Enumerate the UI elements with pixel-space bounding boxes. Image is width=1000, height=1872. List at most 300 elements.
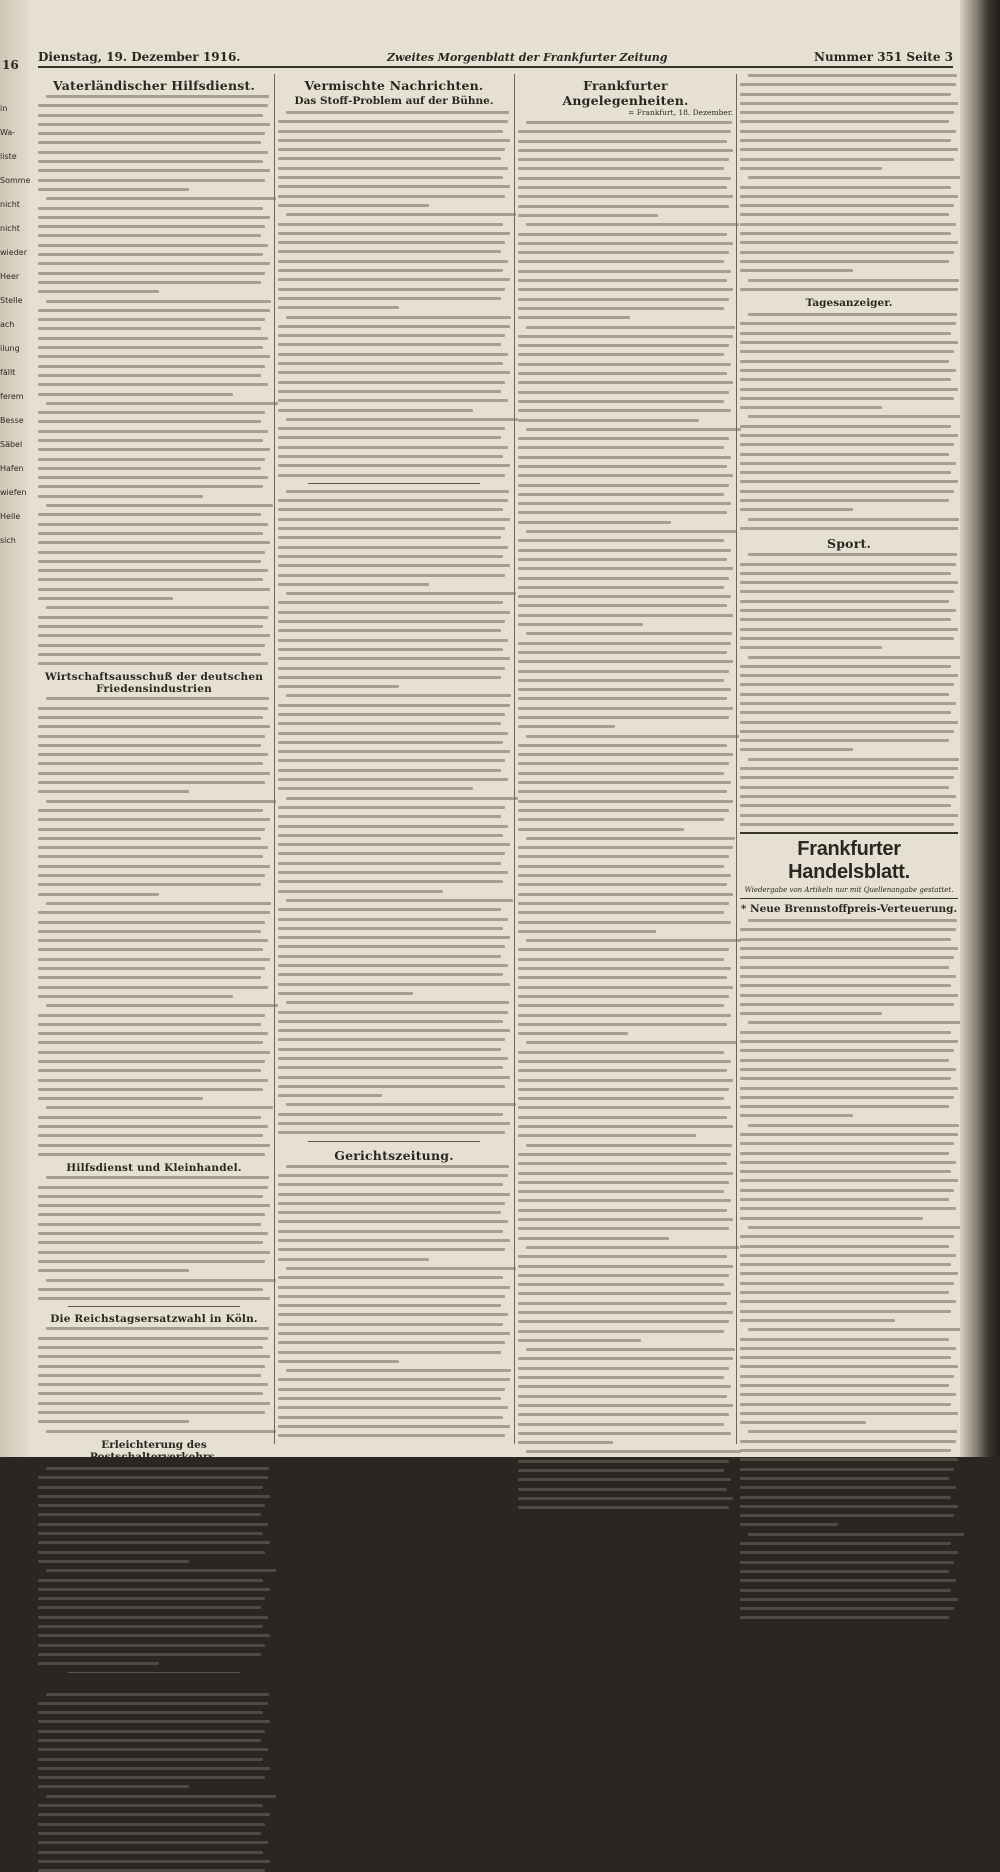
text-line [518,1339,641,1342]
text-line [278,1360,399,1363]
handelsblatt-subtitle: Wiedergabe von Artikeln nur mit Quellenangabe gestattet. [740,886,958,894]
text-line [518,298,729,301]
text-line [740,93,951,96]
text-line [38,327,261,330]
fragment-word: Helle [0,512,30,522]
text-line [38,1014,265,1017]
text-line [518,260,724,263]
text-line [278,527,505,530]
text-line [518,725,615,728]
dateline: = Frankfurt, 18. Dezember. [518,108,733,117]
text-line [518,790,727,793]
text-line [278,1183,503,1186]
text-line [740,1179,958,1182]
text-line [38,476,268,479]
text-line [518,1069,727,1072]
fragment-word: nicht [0,200,30,210]
text-line [38,846,268,849]
text-line [740,928,956,931]
text-line [38,1223,261,1226]
text-line [518,762,729,765]
text-line [518,1116,727,1119]
text-line [526,837,735,840]
text-line [278,1211,501,1214]
text-line [740,288,958,291]
section-subtitle-stoff: Das Stoff-Problem auf der Bühne. [278,95,510,107]
text-line [38,560,261,563]
text-line [740,139,951,142]
text-line [518,381,733,384]
text-line [38,1523,268,1526]
text-line [740,213,949,216]
text-line [740,590,954,593]
text-line [38,1383,268,1386]
text-line [740,223,956,226]
text-line [278,834,503,837]
text-line [518,1199,731,1202]
text-line [38,374,261,377]
text-line [518,1181,729,1184]
text-line [38,1476,268,1479]
text-line [740,434,958,437]
text-line [518,567,733,570]
text-line [38,828,265,831]
text-line [518,1088,729,1091]
text-line [740,453,949,456]
text-line [740,1412,958,1415]
text-line [748,553,957,556]
article-body [518,121,733,1509]
text-line [38,1504,265,1507]
text-line [518,1497,733,1500]
text-line [38,1776,265,1779]
text-line [740,1114,853,1117]
text-line [38,1079,268,1082]
text-line [278,1202,505,1205]
text-line [740,1579,956,1582]
text-line [38,1532,263,1535]
article-body [278,1165,510,1438]
text-line [38,1588,270,1591]
text-line [278,1020,503,1023]
text-line [518,604,727,607]
text-line [278,1341,505,1344]
article-body [38,1176,270,1300]
text-line [278,353,508,356]
text-line [748,313,957,316]
text-line [278,399,508,402]
text-line [740,350,954,353]
section-title-reichstag: Die Reichstagsersatzwahl in Köln. [38,1313,270,1325]
text-line [278,815,501,818]
text-line [38,1134,263,1137]
text-line [278,927,503,930]
text-line [518,270,731,273]
text-line [518,1079,733,1082]
text-line [740,397,954,400]
text-line [740,341,958,344]
text-line [38,253,263,256]
text-line [278,871,508,874]
text-line [38,1213,265,1216]
text-line [740,646,882,649]
text-line [740,1105,949,1108]
text-line [740,600,949,603]
text-line [740,471,951,474]
text-line [278,409,473,412]
text-line [518,1051,724,1054]
text-line [278,945,505,948]
text-line [740,1607,954,1610]
text-line [278,1038,505,1041]
text-line [740,232,951,235]
text-line [518,186,727,189]
text-line [278,787,473,790]
text-line [38,1551,265,1554]
article-body [740,74,958,291]
text-line [740,406,882,409]
fragment-word: Hafen [0,464,30,474]
text-line [38,1186,268,1189]
text-line [518,697,727,700]
text-line [38,169,270,172]
fragment-word: Besse [0,416,30,426]
text-line [740,462,956,465]
text-line [286,1001,509,1004]
text-line [286,899,513,902]
text-line [278,620,505,623]
text-line [38,1702,268,1705]
text-line [518,1385,731,1388]
text-line [740,1049,954,1052]
section-title-wirtschaftsausschuss: Wirtschaftsausschuß der deutschen Friedensindustrien [38,671,270,695]
text-line [278,1085,505,1088]
text-line [740,1477,949,1480]
text-line [38,132,265,135]
article-body [740,313,958,530]
text-line [740,665,951,668]
text-line [278,564,510,567]
text-line [38,1232,268,1235]
text-line [518,893,733,896]
text-line [740,1245,949,1248]
text-line [278,1378,510,1381]
text-line [278,769,501,772]
text-line [526,223,739,226]
text-line [38,976,261,979]
text-line [748,1430,957,1433]
text-line [518,1367,729,1370]
text-line [518,883,727,886]
text-line [740,1598,958,1601]
text-line [740,1338,949,1341]
text-line [278,1220,508,1223]
text-line [518,344,729,347]
text-line [38,411,265,414]
text-line [278,288,505,291]
text-line [740,1403,951,1406]
text-line [46,95,269,98]
text-line [46,1569,276,1572]
text-line [38,1579,263,1582]
fragment-word: fällt [0,368,30,378]
text-line [518,1014,731,1017]
text-line [518,911,724,914]
text-line [278,648,503,651]
text-line [748,518,959,521]
text-line [748,415,964,418]
text-line [38,1804,263,1807]
text-line [38,1616,268,1619]
text-line [38,939,268,942]
text-line [740,167,882,170]
text-line [278,427,505,430]
text-line [518,409,731,412]
text-line [518,437,729,440]
text-line [518,753,733,756]
divider [308,483,480,484]
text-line [740,1468,954,1471]
text-line [740,711,951,714]
text-line [46,1004,278,1007]
text-line [740,388,958,391]
text-line [38,995,233,998]
text-line [740,947,958,950]
text-line [38,1841,268,1844]
text-line [740,956,954,959]
text-line [38,893,159,896]
text-line [38,448,270,451]
text-line [278,1323,503,1326]
text-line [740,823,954,826]
text-line [278,741,503,744]
text-line [278,862,501,865]
text-line [46,800,276,803]
text-line [278,436,501,439]
text-line [38,1032,268,1035]
text-line [518,493,724,496]
text-line [38,1785,189,1788]
text-line [38,551,265,554]
text-line [38,439,263,442]
text-line [278,657,510,660]
text-line [518,307,724,310]
text-line [518,242,733,245]
text-line [740,628,958,631]
text-line [526,1246,739,1249]
column-rule [736,74,737,1444]
text-line [740,966,949,969]
divider [68,1672,240,1673]
text-line [518,205,729,208]
text-line [518,1023,727,1026]
text-line [518,1106,731,1109]
left-page-number: 16 [2,58,19,72]
text-line [740,1616,949,1619]
text-line [740,1031,951,1034]
fragment-word: wiefen [0,488,30,498]
text-line [740,1551,958,1554]
text-line [38,234,261,237]
article-title-brennstoff: * Neue Brennstoffpreis-Verteuerung. [740,903,958,915]
handelsblatt-title: Frankfurter Handelsblatt. [740,838,958,884]
text-line [38,160,263,163]
text-line [518,130,731,133]
text-line [740,693,949,696]
text-line [740,120,949,123]
text-line [278,223,503,226]
text-line [740,443,954,446]
text-line [38,1711,263,1714]
text-line [278,555,503,558]
text-line [278,241,505,244]
text-line [286,418,518,421]
text-line [278,260,508,263]
text-line [38,781,265,784]
text-line [38,818,270,821]
text-line [38,1116,261,1119]
text-line [740,804,951,807]
text-line [278,955,501,958]
text-line [740,241,958,244]
text-line [740,1421,866,1424]
text-line [518,372,727,375]
text-line [278,964,508,967]
text-line [740,490,954,493]
text-line [38,707,268,710]
text-line [740,581,958,584]
text-line [740,739,949,742]
text-line [740,102,958,105]
text-line [38,744,261,747]
text-line [38,1374,261,1377]
text-line [740,1393,956,1396]
text-line [286,797,518,800]
text-line [278,1276,503,1279]
text-line [38,179,265,182]
text-line [740,186,951,189]
text-line [518,521,671,524]
text-line [748,74,957,77]
text-line [518,1311,733,1314]
text-line [526,121,732,124]
text-line [278,1230,503,1233]
text-line [740,1152,949,1155]
header-page-number: Nummer 351 Seite 3 [814,50,953,64]
article-body [740,553,958,826]
text-line [278,508,503,511]
text-line [38,1337,268,1340]
text-line [278,474,505,477]
text-line [740,204,954,207]
text-line [38,1851,263,1854]
text-line [38,1402,270,1405]
text-line [46,697,269,700]
text-line [278,1094,382,1097]
text-line [38,1097,203,1100]
text-line [518,809,729,812]
text-line [518,595,731,598]
page-header [38,48,953,68]
text-line [286,213,516,216]
text-line [38,911,270,914]
column-2 [278,74,510,1444]
text-line [38,578,263,581]
text-line [38,1125,268,1128]
text-line [740,730,954,733]
text-line [748,1533,964,1536]
text-line [740,195,958,198]
text-line [38,855,263,858]
fragment-word: in [0,104,30,114]
text-line [278,732,508,735]
text-line [38,1739,261,1742]
text-line [38,967,265,970]
text-line [518,502,731,505]
text-line [38,948,263,951]
text-line [46,606,269,609]
text-line [278,1304,501,1307]
text-line [38,262,270,265]
text-line [278,148,505,151]
text-line [38,837,261,840]
text-line [740,1282,954,1285]
text-line [748,1021,964,1024]
fragment-word: Stelle [0,296,30,306]
text-line [740,938,951,941]
text-line [46,1176,269,1179]
text-line [740,1458,958,1461]
text-line [518,679,724,682]
text-line [278,139,510,142]
text-line [278,232,510,235]
text-line [518,1134,696,1137]
fragment-word: ilung [0,344,30,354]
text-line [278,890,443,893]
text-line [278,1113,503,1116]
text-line [38,541,270,544]
text-line [518,586,724,589]
text-line [278,278,510,281]
section-title-postschalter: Erleichterung des Postschalterverkehrs. [38,1439,270,1463]
text-line [740,480,958,483]
text-line [748,176,964,179]
text-line [518,446,724,449]
text-line [518,549,731,552]
text-line [278,629,501,632]
text-line [38,244,268,247]
text-line [740,269,853,272]
text-line [740,83,956,86]
text-line [740,158,954,161]
text-line [740,721,958,724]
text-line [740,994,958,997]
text-line [518,1506,729,1509]
text-line [748,279,959,282]
text-line [38,1513,261,1516]
text-line [38,1241,263,1244]
text-line [518,651,727,654]
header-date: Dienstag, 19. Dezember 1916. [38,50,241,64]
text-line [38,188,189,191]
text-line [38,634,270,637]
text-line [38,1486,263,1489]
text-line [740,1170,951,1173]
text-line [278,167,508,170]
text-line [278,1351,501,1354]
text-line [278,852,505,855]
text-line [518,511,727,514]
